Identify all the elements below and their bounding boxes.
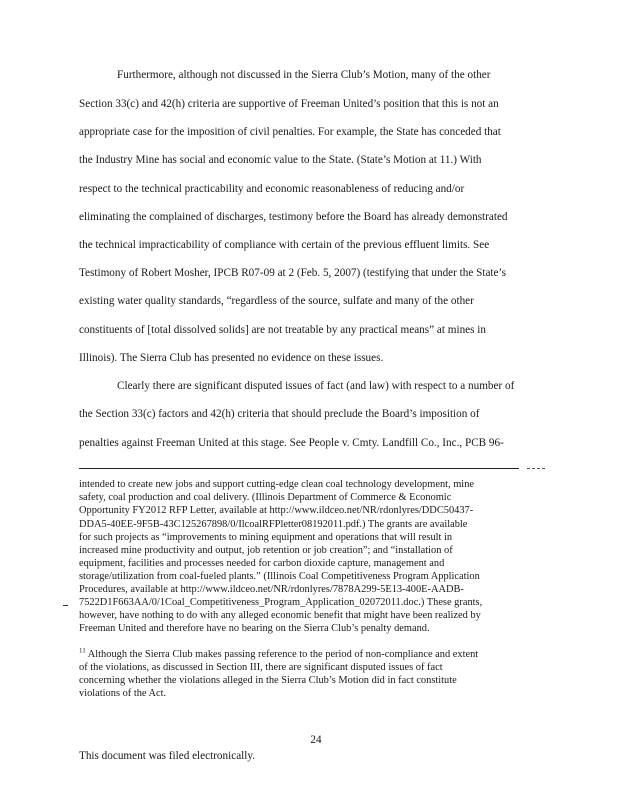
margin-mark [63,605,68,606]
footnote-11-line [79,648,549,661]
body-line: Illinois). The Sierra Club has presented no evidence on these issues. [79,352,384,364]
footnote-line: Procedures, available at http://www.ildceo.net/NR/rdonlyres/7878A299-5E13-400E-AADB- [79,584,464,595]
footnote-separator-dash [527,468,545,469]
footnote-line: for such projects as “improvements to mining equipment and operations that will result in [79,532,453,543]
footnote-11-text: Although the Sierra Club makes passing reference to the period of non-compliance and extent [85,649,479,660]
footnote-link-line: Opportunity FY2012 RFP Letter, available at http://www.ildceo.net/NR/rdonlyres/DDC50437- [79,505,474,516]
footnote-line: equipment, facilities and processes needed for carbon dioxide capture, management and [79,558,445,569]
footnote-separator [79,468,519,469]
footnote-line: safety, coal production and coal delivery. (Illinois Department of Commerce & Economic [79,492,452,503]
body-line: the Section 33(c) factors and 42(h) criteria that should preclude the Board’s imposition of [79,408,480,420]
footnote-line: storage/utilization from coal-fueled plants.” (Illinois Coal Competitiveness Program Application [79,571,480,582]
footnote-line: however, have nothing to do with any alleged economic benefit that might have been realized by [79,610,481,621]
body-line: penalties against Freeman United at this stage. See People v. Cmty. Landfill Co., Inc., PCB 96- [79,437,504,449]
footnote-line: Freeman United and therefore have no bearing on the Sierra Club’s penalty demand. [79,623,430,634]
body-line: existing water quality standards, “regardless of the source, sulfate and many of the other [79,295,474,307]
body-line: constituents of [total dissolved solids] are not treatable by any practical means” at mines in [79,324,486,336]
footnote-line: 7522D1F663AA/0/1Coal_Competitiveness_Program_Application_02072011.doc.) These grants, [79,597,483,608]
body-line: Clearly there are significant disputed issues of fact (and law) with respect to a number of [117,380,515,392]
footnote-link-line: DDA5-40EE-9F5B-43C125267898/0/IlcoalRFPletter08192011.pdf.) The grants are available [79,519,468,530]
footnote-line: of the violations, as discussed in Section III, there are significant disputed issues of fact [79,662,443,673]
footnote-line: violations of the Act. [79,688,167,699]
footnote-line: intended to create new jobs and support cutting-edge clean coal technology development, mine [79,479,475,490]
footnote-number: 11 [79,648,86,655]
body-line: Section 33(c) and 42(h) criteria are supportive of Freeman United’s position that this is not an [79,98,499,110]
footnote-line: increased mine productivity and output, job retention or job creation”; and “installation of [79,545,453,556]
filed-notice: This document was filed electronically. [79,750,256,762]
footnote-line: concerning whether the violations alleged in the Sierra Club’s Motion did in fact constitute [79,675,457,686]
body-line: the Industry Mine has social and economic value to the State. (State’s Motion at 11.) With [79,154,482,166]
page-number: 24 [310,734,322,746]
body-line: appropriate case for the imposition of civil penalties. For example, the State has conceded that [79,126,501,138]
body-line: eliminating the complained of discharges, testimony before the Board has already demonstrated [79,211,508,223]
body-line: Testimony of Robert Mosher, IPCB R07-09 at 2 (Feb. 5, 2007) (testifying that under the State’s [79,267,506,279]
body-line: respect to the technical practicability and economic reasonableness of reducing and/or [79,183,465,195]
body-line: the technical impracticability of compliance with certain of the previous effluent limits. See [79,239,490,251]
body-line: Furthermore, although not discussed in the Sierra Club’s Motion, many of the other [117,69,491,81]
